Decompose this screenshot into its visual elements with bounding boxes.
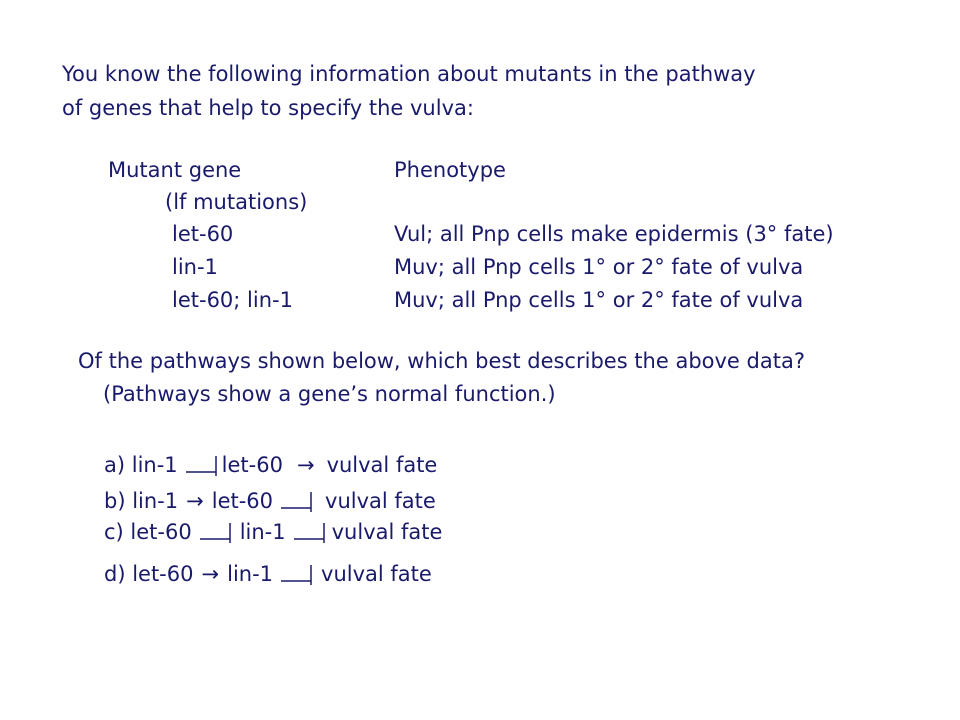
inhibition-bar-icon: [184, 452, 218, 478]
row-1-gene: let-60: [172, 222, 234, 246]
option-a-end: vulval fate: [326, 453, 438, 477]
inhibition-bar-icon: [279, 488, 313, 514]
question-line-2: (Pathways show a gene’s normal function.): [103, 382, 556, 406]
right-arrow-icon: →: [296, 453, 315, 477]
row-3-phenotype: Muv; all Pnp cells 1° or 2° fate of vulva: [394, 288, 804, 312]
option-b[interactable]: [104, 488, 436, 514]
option-a-label: a) lin-1: [104, 453, 178, 477]
row-2-gene: lin-1: [172, 255, 218, 279]
intro-line-2: of genes that help to specify the vulva:: [62, 96, 474, 120]
option-a-mid: let-60: [221, 453, 283, 477]
option-b-label: b) lin-1: [104, 489, 179, 513]
option-c-end: vulval fate: [331, 520, 443, 544]
header-mutant-gene: Mutant gene: [108, 158, 242, 182]
option-c-label: c) let-60: [104, 520, 192, 544]
inhibition-bar-icon: [292, 519, 326, 545]
right-arrow-icon: →: [201, 562, 220, 586]
option-d-mid: lin-1: [227, 562, 274, 586]
row-2-phenotype: Muv; all Pnp cells 1° or 2° fate of vulva: [394, 255, 804, 279]
option-b-mid: let-60: [211, 489, 274, 513]
question-line-1: Of the pathways shown below, which best describes the above data?: [78, 349, 805, 373]
option-c-mid: lin-1: [239, 520, 286, 544]
option-a[interactable]: [104, 452, 437, 478]
inhibition-bar-icon: [198, 519, 232, 545]
row-1-phenotype: Vul; all Pnp cells make epidermis (3° fate): [394, 222, 834, 246]
inhibition-bar-icon: [279, 561, 313, 587]
option-d-end: vulval fate: [321, 562, 432, 586]
intro-line-1: You know the following information about mutants in the pathway: [62, 62, 756, 86]
row-3-gene: let-60; lin-1: [172, 288, 293, 312]
option-d[interactable]: [104, 561, 432, 587]
option-c[interactable]: [104, 519, 442, 545]
option-b-end: vulval fate: [325, 489, 436, 513]
option-d-label: d) let-60: [104, 562, 194, 586]
subheader-lf-mutations: (lf mutations): [165, 190, 308, 214]
header-phenotype: Phenotype: [394, 158, 506, 182]
right-arrow-icon: →: [186, 489, 204, 513]
